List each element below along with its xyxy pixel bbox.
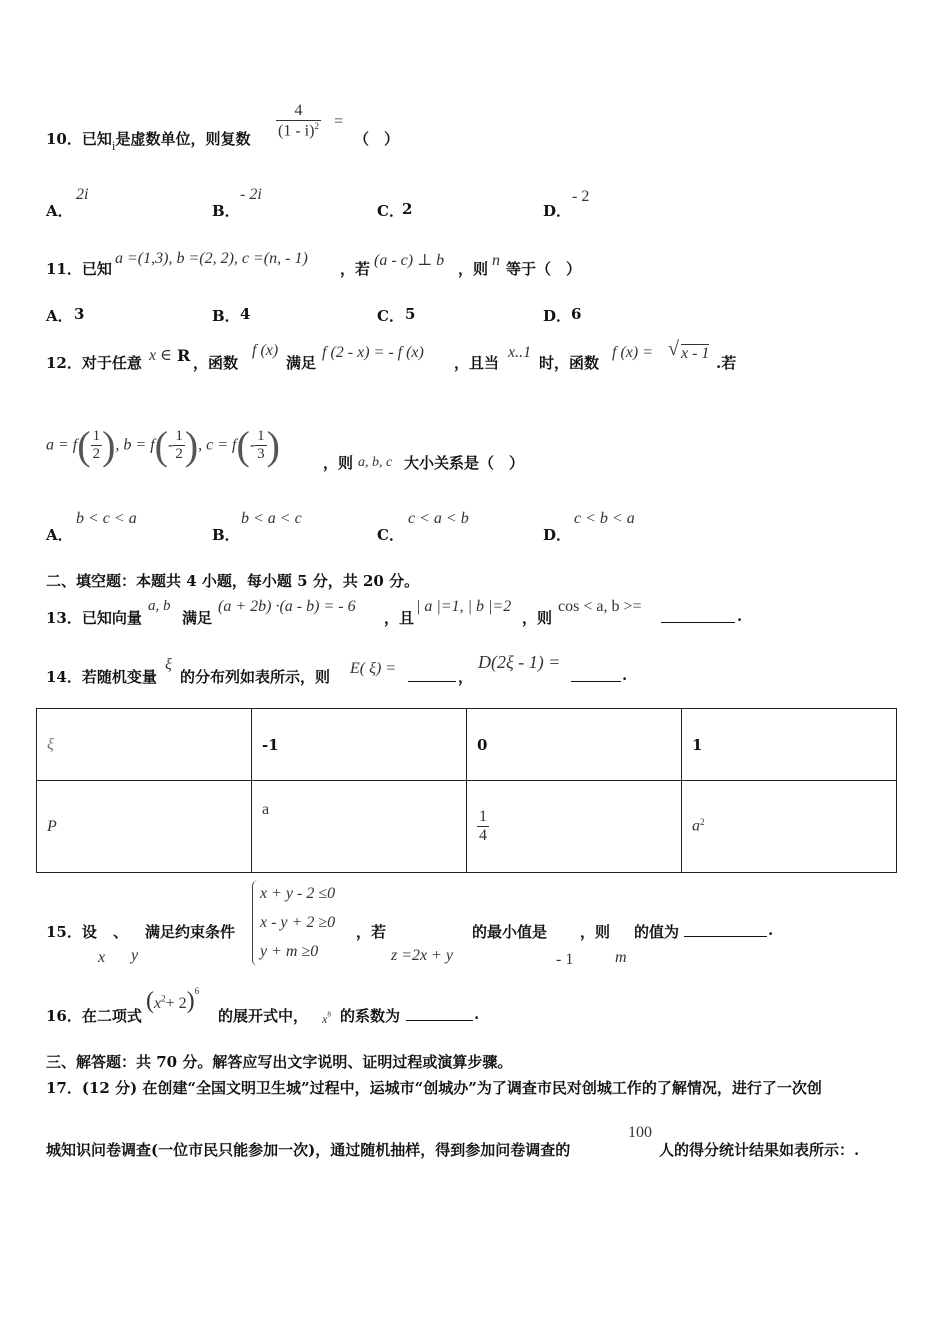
q12-sqrt-content: x - 1 — [681, 345, 710, 362]
q16-number: 16． — [46, 1007, 82, 1025]
q12-abc: a, b, c — [358, 455, 393, 470]
table-cell-p — [37, 781, 252, 873]
q15-constraint-1: x + y - 2 ≤0 — [260, 885, 336, 902]
q12-option-b-label: B． — [212, 526, 240, 544]
q12-b-def: , b = f — [115, 436, 155, 454]
q12-sqrt-sign: √ — [668, 338, 679, 360]
q16-post: 的系数为 — [340, 1007, 401, 1025]
q10-text-2: 是虚数单位，则复数 — [115, 130, 251, 148]
q10-equals: = — [334, 113, 344, 130]
q14-comma: ， — [458, 668, 474, 686]
table-frac-den: 4 — [479, 827, 487, 844]
q12-stem — [46, 352, 142, 373]
q15-ruo: ，若 — [356, 923, 387, 941]
q15-constraint-3: y + m ≥0 — [260, 943, 319, 960]
q12-ruo: .若 — [716, 354, 737, 372]
q12-a-def: a = f — [46, 436, 78, 454]
q14-stem — [46, 666, 157, 687]
q12-option-d-label: D． — [543, 526, 572, 544]
q12-option-b-value: b < a < c — [241, 510, 302, 527]
table-cell — [467, 709, 682, 781]
q12-fx: f (x) — [252, 342, 279, 359]
table-p-sup: 2 — [700, 817, 705, 828]
q12-c-def: , c = f — [198, 436, 237, 454]
q16-term-base: x — [322, 1012, 328, 1026]
q11-option-c-value: 5 — [405, 305, 416, 323]
q13-satisfy: 满足 — [182, 609, 213, 627]
table-header-value: 1 — [692, 735, 703, 754]
section-2-heading: 二、填空题：本题共 4 小题，每小题 5 分，共 20 分。 — [46, 572, 420, 590]
q16-mid: 的展开式中， — [218, 1007, 309, 1025]
q11-vectors: a =(1,3), b =(2, 2), c =(n, - 1) — [115, 250, 308, 267]
q10-number: 10． — [46, 130, 82, 148]
q11-if: ，若 — [340, 260, 371, 278]
q16-paren-close: ) — [186, 988, 195, 1014]
q10-option-c-value: 2 — [402, 200, 413, 218]
table-xi-label: ξ — [47, 735, 54, 753]
q16-answer-blank[interactable] — [406, 1006, 473, 1021]
q16-stem — [46, 1005, 142, 1026]
q14-xi: ξ — [165, 656, 172, 673]
q10-option-d-value: - 2 — [572, 188, 590, 205]
q15-y: y — [131, 947, 139, 964]
q12-frac3-den: 3 — [257, 446, 265, 462]
q10-frac-sup: 2 — [314, 121, 319, 131]
table-p-label: P — [47, 817, 57, 835]
q12-frac2-sign: - — [167, 436, 174, 454]
table-p-value: a — [262, 801, 270, 818]
q12-paren-open-1: ( — [77, 423, 91, 468]
q15-she: 设 — [81, 923, 97, 941]
q11-option-d-label: D． — [543, 307, 572, 325]
q12-frac1-den: 2 — [92, 446, 101, 462]
q15-stem — [46, 921, 97, 942]
q10-text: 已知 — [81, 130, 112, 148]
q12-frac3-sign: - — [249, 436, 256, 454]
q12-eq1: f (2 - x) = - f (x) — [322, 344, 424, 361]
q12-option-d-value: c < b < a — [574, 510, 635, 527]
q11-post: 等于（ ） — [506, 260, 582, 278]
q15-end: . — [768, 921, 774, 939]
table-header-value: 0 — [477, 735, 488, 754]
table-frac-num: 1 — [479, 808, 487, 825]
q11-option-a-label: A． — [46, 307, 73, 325]
q15-dun: 、 — [113, 923, 129, 941]
q11-n: n — [492, 252, 500, 269]
q14-text: 若随机变量 — [81, 668, 157, 686]
table-cell — [467, 781, 682, 873]
q15-post: 的值为 — [634, 923, 680, 941]
table-cell — [682, 781, 897, 873]
q12-paren-open-3: ( — [236, 423, 250, 468]
q16-end: . — [474, 1005, 480, 1023]
q12-frac1-num: 1 — [92, 428, 101, 444]
q12-option-c-label: C． — [377, 526, 404, 544]
q12-x-in: x ∈ — [149, 347, 172, 364]
q12-paren-close-1: ) — [102, 423, 116, 468]
q17-line-2-end: 人的得分统计结果如表所示：. — [659, 1141, 860, 1159]
table-p-value: a — [692, 817, 700, 835]
q10-answer-paren: （ ） — [354, 130, 400, 148]
q15-satisfy: 满足约束条件 — [145, 923, 236, 941]
q13-then: ，则 — [522, 609, 553, 627]
table-cell — [252, 781, 467, 873]
q12-option-a-value: b < c < a — [76, 510, 137, 527]
q11-stem — [46, 258, 112, 279]
q12-frac2-num: 1 — [175, 428, 183, 444]
table-row — [37, 781, 897, 873]
table-cell — [252, 709, 467, 781]
q13-equation: (a + 2b) ·(a - b) = - 6 — [218, 598, 356, 615]
q10-fraction — [276, 102, 321, 140]
q17-line-2: 城知识问卷调查(一位市民只能参加一次)，通过随机抽样，得到参加问卷调查的 — [46, 1141, 571, 1159]
q12-func: ，函数 — [193, 354, 239, 372]
q17-line-1: 17．(12 分) 在创建“全国文明卫生城”过程中，运城市“创城办”为了调查市民对创城工作的了解情况，进行了一次创 — [46, 1079, 822, 1097]
q10-i: i — [111, 138, 116, 153]
q12-text: 对于任意 — [81, 354, 142, 372]
q13-number: 13． — [46, 609, 82, 627]
q12-option-c-value: c < a < b — [408, 510, 469, 527]
q12-number: 12． — [46, 354, 82, 372]
q10-option-b-label: B． — [212, 202, 240, 220]
q14-mid: 的分布列如表所示，则 — [180, 668, 331, 686]
q12-frac3-num: 1 — [257, 428, 265, 444]
section-3-heading: 三、解答题：共 70 分。解答应写出文字说明、证明过程或演算步骤。 — [46, 1053, 513, 1071]
q14-blank-1[interactable] — [408, 667, 456, 682]
q16-paren-open: ( — [146, 988, 154, 1014]
q11-condition: (a - c) ⊥ b — [374, 252, 445, 269]
q13-stem — [46, 607, 142, 628]
q12-option-a-label: A． — [46, 526, 73, 544]
q10-option-c-label: C． — [377, 202, 404, 220]
q13-norms: | a |=1, | b |=2 — [416, 598, 512, 615]
q15-min-value: - 1 — [556, 951, 574, 968]
q12-cond: x..1 — [508, 344, 532, 361]
q16-base-sup: 2 — [161, 993, 166, 1004]
q15-ze: ，则 — [580, 923, 611, 941]
q14-end: . — [622, 666, 628, 684]
q16-binomial — [146, 985, 200, 1015]
q15-m: m — [615, 949, 627, 966]
q11-option-b-label: B． — [212, 307, 240, 325]
q15-min: 的最小值是 — [472, 923, 548, 941]
q13-answer-blank[interactable] — [661, 608, 735, 623]
q12-eq2: f (x) = — [612, 344, 653, 361]
q15-answer-blank[interactable] — [684, 922, 767, 937]
q11-then: ，则 — [458, 260, 489, 278]
q16-base: x — [154, 995, 162, 1012]
q12-abc-defs — [46, 422, 280, 478]
q13-ab: a, b — [148, 598, 171, 614]
q10-option-d-label: D． — [543, 202, 572, 220]
q12-ze: ，则 — [323, 454, 354, 472]
q12-post: 大小关系是（ ） — [404, 454, 525, 472]
q12-when: ，且当 — [454, 354, 500, 372]
q16-term — [322, 1008, 331, 1027]
q10-option-a-value: 2i — [76, 186, 89, 203]
q11-option-c-label: C． — [377, 307, 404, 325]
q12-paren-open-2: ( — [154, 423, 168, 468]
q11-option-d-value: 6 — [571, 305, 582, 323]
q13-text: 已知向量 — [81, 609, 142, 627]
q17-sample-size: 100 — [628, 1124, 652, 1141]
q10-frac-num: 4 — [276, 102, 321, 121]
q11-option-a-value: 3 — [74, 305, 85, 323]
q12-paren-close-3: ) — [266, 423, 280, 468]
q16-plus: + 2 — [165, 995, 187, 1012]
q14-expectation: E( ξ) = — [350, 660, 397, 677]
q15-objective: z =2x + y — [391, 947, 454, 964]
q13-end: . — [737, 607, 743, 625]
q10-stem — [46, 128, 251, 153]
table-header-value: -1 — [262, 735, 279, 754]
distribution-table — [36, 708, 897, 873]
q14-number: 14． — [46, 668, 82, 686]
q15-constraint-2: x - y + 2 ≥0 — [260, 914, 336, 931]
table-row — [37, 709, 897, 781]
q12-satisfy: 满足 — [286, 354, 317, 372]
q16-term-sup: 8 — [327, 1010, 331, 1019]
q10-option-b-value: - 2i — [240, 186, 262, 203]
q12-R: R — [177, 346, 191, 365]
table-cell — [682, 709, 897, 781]
q14-variance: D(2ξ - 1) = — [478, 652, 561, 672]
q16-text: 在二项式 — [81, 1007, 142, 1025]
q13-and: ，且 — [384, 609, 415, 627]
q12-paren-close-2: ) — [184, 423, 199, 468]
q15-x: x — [98, 949, 106, 966]
q11-option-b-value: 4 — [240, 305, 251, 323]
q11-number: 11． — [46, 260, 82, 278]
q12-time: 时，函数 — [539, 354, 600, 372]
q15-brace — [252, 880, 259, 966]
q15-number: 15． — [46, 923, 82, 941]
q16-exp: 6 — [194, 985, 200, 996]
q11-text: 已知 — [81, 260, 112, 278]
q10-option-a-label: A． — [46, 202, 73, 220]
q13-cos: cos < a, b >= — [558, 598, 642, 615]
q14-blank-2[interactable] — [571, 667, 621, 682]
table-cell-xi — [37, 709, 252, 781]
q12-frac2-den: 2 — [175, 446, 183, 462]
q10-frac-den: (1 - i) — [278, 122, 315, 140]
